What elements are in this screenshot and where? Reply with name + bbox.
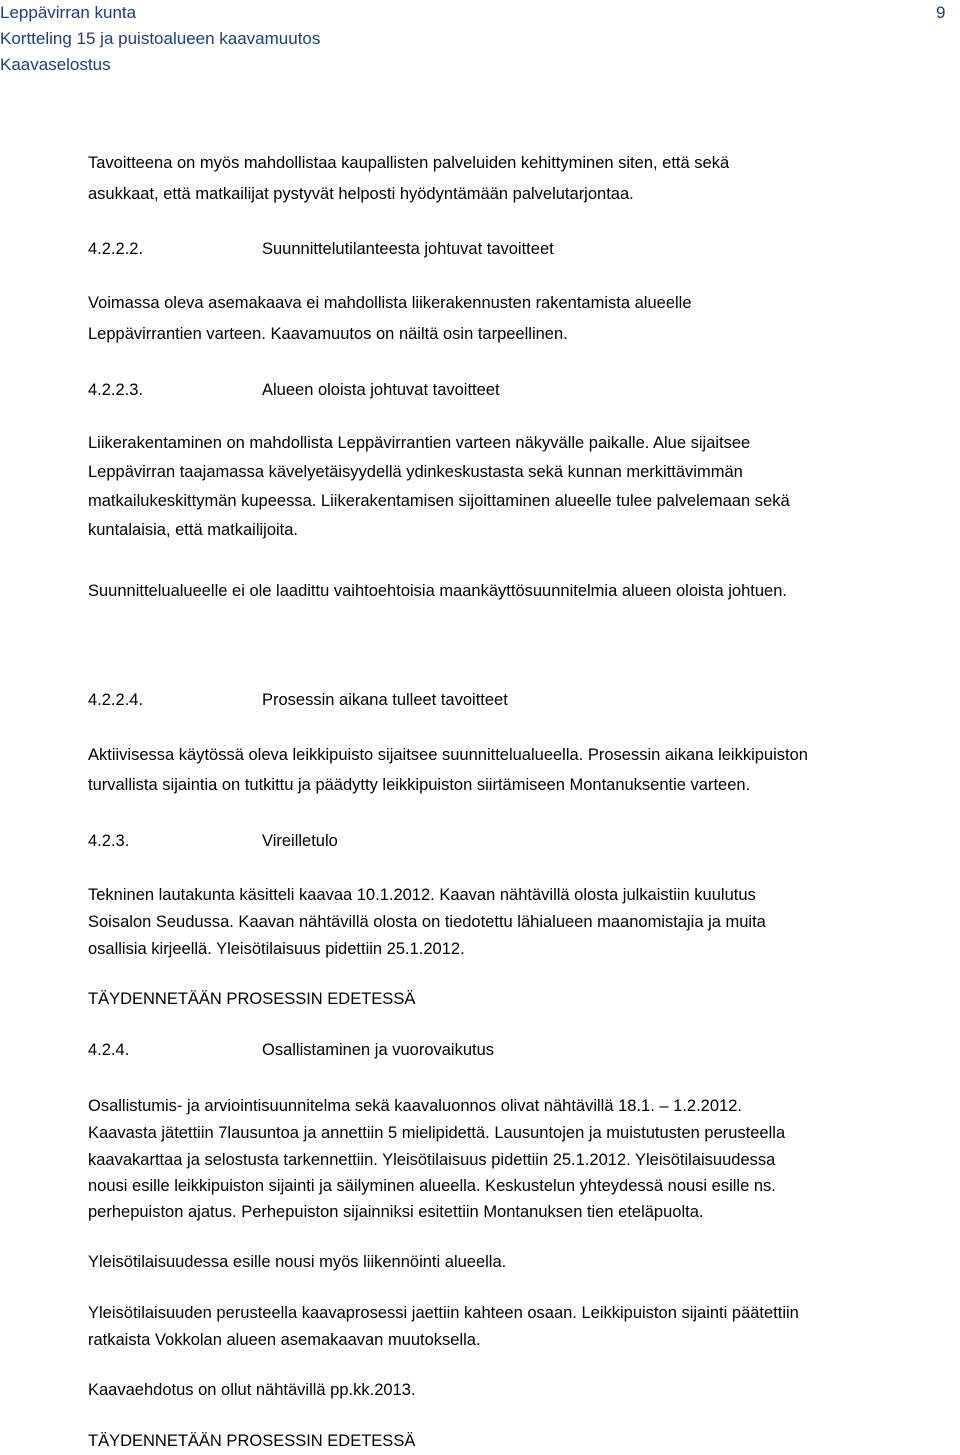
s423-note: TÄYDENNETÄÄN PROSESSIN EDETESSÄ: [88, 990, 416, 1008]
header-document-type: Kaavaselostus: [0, 55, 111, 74]
s423-line-2: Soisalon Seudussa. Kaavan nähtävillä olosta on tiedotettu lähialueen maanomistajia ja muita: [88, 913, 766, 931]
s4223-p1-line-2: Leppävirran taajamassa kävelyetäisyydellä ydinkeskustasta sekä kunnan merkittävimmän: [88, 463, 743, 481]
section-number-4223: 4.2.2.3.: [88, 381, 144, 399]
section-title-424: Osallistaminen ja vuorovaikutus: [262, 1041, 495, 1059]
s4222-line-1: Voimassa oleva asemakaava ei mahdollista liikerakennusten rakentamista alueelle: [88, 294, 692, 312]
s424-p2: Yleisötilaisuudessa esille nousi myös liikennöinti alueella.: [88, 1253, 507, 1271]
section-title-423: Vireilletulo: [262, 832, 338, 850]
section-title-4223: Alueen oloista johtuvat tavoitteet: [262, 381, 500, 399]
page-number: 9: [936, 3, 946, 22]
section-title-4222: Suunnittelutilanteesta johtuvat tavoitteet: [262, 240, 554, 258]
s4223-p1-line-1: Liikerakentaminen on mahdollista Leppävirrantien varteen näkyvälle paikalle. Alue sijaitsee: [88, 434, 751, 452]
s424-p1-line-5: perhepuiston ajatus. Perhepuiston sijainniksi esitettiin Montanuksen tien eteläpuolta.: [88, 1203, 704, 1221]
s424-note: TÄYDENNETÄÄN PROSESSIN EDETESSÄ: [88, 1432, 416, 1450]
intro-line-1: Tavoitteena on myös mahdollistaa kaupallisten palveluiden kehittyminen siten, että sekä: [88, 154, 730, 172]
s423-line-1: Tekninen lautakunta käsitteli kaavaa 10.1.2012. Kaavan nähtävillä olosta julkaistiin kuulutus: [88, 886, 756, 904]
s4223-p2: Suunnittelualueelle ei ole laadittu vaihtoehtoisia maankäyttösuunnitelmia alueen oloista johtuen.: [88, 582, 787, 600]
section-number-423: 4.2.3.: [88, 832, 130, 850]
s4224-line-1: Aktiivisessa käytössä oleva leikkipuisto sijaitsee suunnittelualueella. Prosessin aikana leikkipuiston: [88, 746, 808, 764]
section-title-4224: Prosessin aikana tulleet tavoitteet: [262, 691, 508, 709]
s424-p3-line-2: ratkaista Vokkolan alueen asemakaavan muutoksella.: [88, 1331, 481, 1349]
s424-p4: Kaavaehdotus on ollut nähtävillä pp.kk.2013.: [88, 1381, 416, 1399]
s424-p3-line-1: Yleisötilaisuuden perusteella kaavaprosessi jaettiin kahteen osaan. Leikkipuiston sijainti päätettiin: [88, 1304, 799, 1322]
intro-line-2: asukkaat, että matkailijat pystyvät helposti hyödyntämään palvelutarjontaa.: [88, 185, 634, 203]
s424-p1-line-1: Osallistumis- ja arviointisuunnitelma sekä kaavaluonnos olivat nähtävillä 18.1. – 1.2.2012.: [88, 1097, 742, 1115]
header-project-title: Kortteling 15 ja puistoalueen kaavamuutos: [0, 29, 321, 48]
s424-p1-line-4: nousi esille leikkipuiston sijainti ja säilyminen alueella. Keskustelun yhteydessä nousi esille ns.: [88, 1177, 776, 1195]
s4224-line-2: turvallista sijaintia on tutkittu ja päädytty leikkipuiston siirtämiseen Montanuksentie varteen.: [88, 776, 751, 794]
s424-p1-line-3: kaavakarttaa ja selostusta tarkennettiin. Yleisötilaisuus pidettiin 25.1.2012. Yleisötilaisuudessa: [88, 1151, 776, 1169]
s4223-p1-line-3: matkailukeskittymän kupeessa. Liikerakentamisen sijoittaminen alueelle tulee palvelemaan sekä: [88, 492, 790, 510]
section-number-4224: 4.2.2.4.: [88, 691, 144, 709]
section-number-424: 4.2.4.: [88, 1041, 130, 1059]
s424-p1-line-2: Kaavasta jätettiin 7lausuntoa ja annettiin 5 mielipidettä. Lausuntojen ja muistutusten perusteella: [88, 1124, 786, 1142]
s423-line-3: osallisia kirjeellä. Yleisötilaisuus pidettiin 25.1.2012.: [88, 940, 465, 958]
section-number-4222: 4.2.2.2.: [88, 240, 144, 258]
s4223-p1-line-4: kuntalaisia, että matkailijoita.: [88, 521, 299, 539]
header-organization: Leppävirran kunta: [0, 3, 137, 22]
s4222-line-2: Leppävirrantien varteen. Kaavamuutos on näiltä osin tarpeellinen.: [88, 325, 568, 343]
